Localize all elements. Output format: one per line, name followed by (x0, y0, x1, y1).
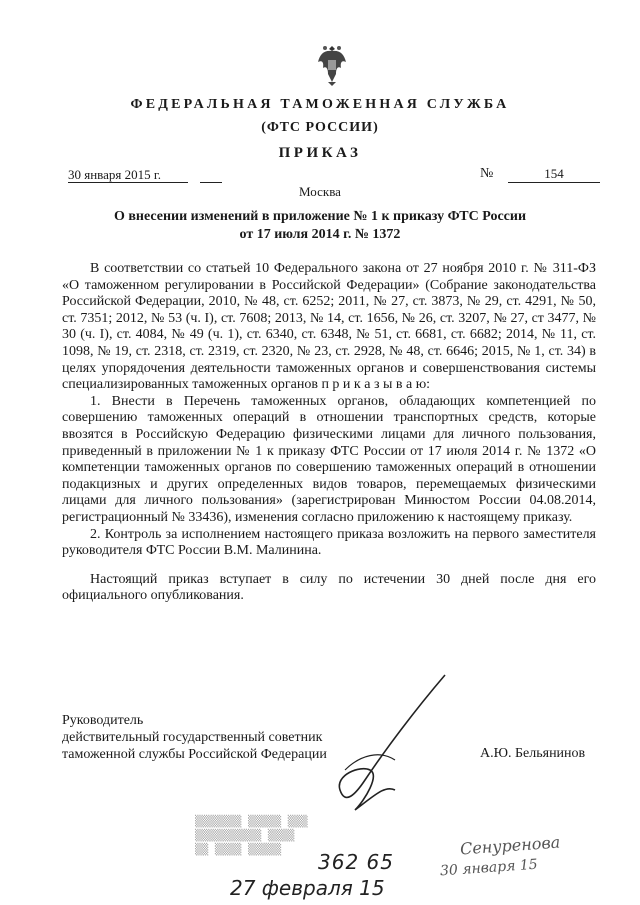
city: Москва (299, 184, 341, 199)
agency-short-name: (ФТС РОССИИ) (261, 120, 379, 135)
signer-name: А.Ю. Бельянинов (480, 746, 586, 761)
registration-date: 27 февраля 15 (230, 876, 385, 900)
number-sign: № (480, 166, 494, 181)
item-2-paragraph: 2. Контроль за исполнением настоящего приказа возложить на первого заместителя руководителя ФТС России В.М. Малинина. (62, 526, 596, 559)
signer-title-line-3: таможенной службы Российской Федерации (62, 747, 327, 762)
order-date: 30 января 2015 г. (68, 167, 162, 182)
title-line-1: О внесении изменений в приложение № 1 к приказу ФТС России (113, 209, 527, 224)
signer-title-line-1: Руководитель (62, 713, 144, 728)
title-line-2: от 17 июля 2014 г. № 1372 (239, 227, 401, 242)
preamble-paragraph: В соответствии со статьей 10 Федерального закона от 27 ноября 2010 г. № 311-ФЗ «О таможенном регулировании в Российской Федерации» (Собрание законодательства Российской Федерации, 2010, № 48, ст. 6252; 2011, № 27, ст. 3873, № 29, ст. 4291, № 50, ст. 7351; 2012, № 53 (ч. I), ст. 7608; 2013, № 14, ст. 1656, № 26, ст. 3207, № 27, ст 3477, № 30 (ч. I), ст. 4084, № 49 (ч. 1), ст. 6340, ст. 6348, № 51, ст. 6681, ст. 6682; 2014, № 11, ст. 1098, № 19, ст. 2318, ст. 2319, ст. 2320, № 23, ст. 2928, № 48, ст. 6646; 2015, № 1, ст. 34) в целях упорядочения деятельности таможенных органов и совершенствования системы специализированных таможенных органов п р и к а з ы в а ю: (62, 261, 596, 393)
signature-scribble (285, 670, 485, 820)
coat-of-arms-icon (314, 42, 350, 88)
effective-date-paragraph: Настоящий приказ вступает в силу по истечении 30 дней после дня его официального опубликования. (62, 571, 596, 604)
number-underline (508, 182, 600, 183)
order-number: 154 (544, 166, 564, 181)
item-1-paragraph: 1. Внести в Перечень таможенных органов, обладающих компетенцией по совершению таможенных операций в отношении транспортных средств, которые ввозятся в Российскую Федерацию физическими лицами для личного пользования, приведенный в приложении № 1 к приказу ФТС России от 17 июля 2014 г. № 1372 «О компетенции таможенных органов по совершению таможенных операций в отношении подакцизных и других определенных видов товаров, перемещаемых физическими лицами для личного пользования» (зарегистрирован Минюстом России 04.08.2014, регистрационный № 33436), изменения согласно приложению к настоящему приказу. (62, 393, 596, 525)
handwritten-date: 30 января 15 (439, 856, 539, 880)
date-underline (68, 182, 188, 183)
agency-name: ФЕДЕРАЛЬНАЯ ТАМОЖЕННАЯ СЛУЖБА (130, 97, 510, 112)
order-body (62, 261, 596, 605)
registration-stamp: ▒▒▒▒▒▒▒ ▒▒▒▒▒ ▒▒▒ ▒▒▒▒▒▒▒▒▒▒ ▒▒▒▒ ▒▒ ▒▒▒▒ ▒▒▒▒▒ (195, 815, 308, 856)
handwritten-name: Сенуренова (459, 832, 561, 859)
order-title (0, 208, 640, 244)
date-underline-tail (200, 182, 222, 183)
registration-number: 362 65 (318, 850, 394, 874)
signer-title-line-2: действительный государственный советник (62, 730, 323, 745)
document-type: ПРИКАЗ (278, 145, 362, 161)
